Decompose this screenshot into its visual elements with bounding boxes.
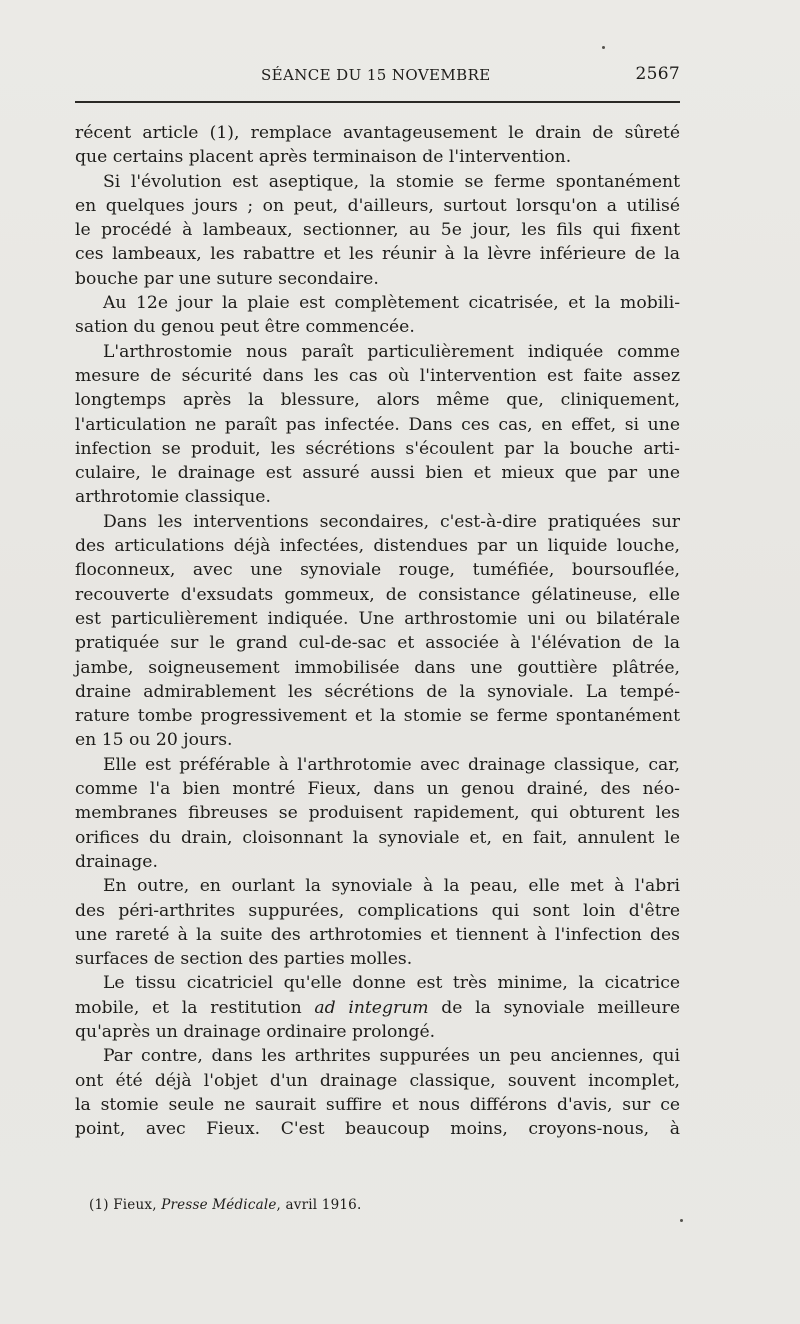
text-line: jambe, soigneusement immobilisée dans une gouttière plâtrée, — [75, 657, 680, 678]
page-header — [75, 62, 680, 88]
text-line: bouche par une suture secondaire. — [75, 268, 379, 289]
print-speck — [602, 46, 605, 49]
text-line: L'arthrostomie nous paraît particulièrement indiquée comme — [103, 341, 680, 362]
text-line: le procédé à lambeaux, sectionner, au 5e jour, les fils qui fixent — [75, 220, 680, 241]
text-line: infection se produit, les sécrétions s'écoulent par la bouche arti- — [75, 438, 680, 459]
print-speck — [680, 1219, 683, 1222]
text-line: en quelques jours ; on peut, d'ailleurs, surtout lorsqu'on a utilisé — [75, 195, 680, 216]
text-line: rature tombe progressivement et la stomie se ferme spontanément — [75, 706, 680, 727]
text-line: membranes fibreuses se produisent rapidement, qui obturent les — [75, 803, 680, 824]
text-line: sation du genou peut être commencée. — [75, 317, 415, 338]
running-head: SÉANCE DU 15 NOVEMBRE — [261, 66, 491, 84]
text-line: l'articulation ne paraît pas infectée. Dans ces cas, en effet, si une — [75, 414, 680, 435]
text-line: ont été déjà l'objet d'un drainage classique, souvent incomplet, — [75, 1070, 680, 1091]
text-line: drainage. — [75, 851, 158, 872]
text-line: En outre, en ourlant la synoviale à la peau, elle met à l'abri — [103, 876, 680, 897]
text-line: orifices du drain, cloisonnant la synoviale et, en fait, annulent le — [75, 827, 680, 848]
text-line: Au 12e jour la plaie est complètement cicatrisée, et la mobili- — [103, 293, 680, 314]
text-line: ces lambeaux, les rabattre et les réunir à la lèvre inférieure de la — [75, 244, 680, 265]
footnote-suffix: , avril 1916. — [276, 1197, 362, 1213]
text-line: récent article (1), remplace avantageusement le drain de sûreté — [75, 123, 680, 143]
header-rule — [75, 101, 680, 103]
text-line: Le tissu cicatriciel qu'elle donne est très minime, la cicatrice — [103, 973, 680, 994]
text-line: Dans les interventions secondaires, c'est-à-dire pratiquées sur — [103, 511, 680, 532]
footnote-prefix: (1) Fieux, — [89, 1197, 157, 1213]
text-line: longtemps après la blessure, alors même que, cliniquement, — [75, 390, 680, 411]
page-number: 2567 — [635, 64, 680, 84]
text-line: la stomie seule ne saurait suffire et nous différons d'avis, sur ce — [75, 1094, 680, 1115]
text-line: qu'après un drainage ordinaire prolongé. — [75, 1021, 436, 1042]
text-line: Elle est préférable à l'arthrotomie avec drainage classique, car, — [103, 754, 680, 775]
text-line: Par contre, dans les arthrites suppurées un peu anciennes, qui — [103, 1046, 680, 1067]
text-line: que certains placent après terminaison de l'intervention. — [75, 147, 572, 168]
text-line: recouverte d'exsudats gommeux, de consistance gélatineuse, elle — [75, 584, 680, 605]
text-line: arthrotomie classique. — [75, 487, 271, 508]
text-line: Si l'évolution est aseptique, la stomie se ferme spontanément — [103, 171, 680, 192]
text-line: en 15 ou 20 jours. — [75, 730, 233, 751]
footnote-journal: Presse Médicale — [161, 1197, 277, 1213]
text-line: point, avec Fieux. C'est beaucoup moins, croyons-nous, à — [75, 1119, 680, 1140]
text-segment: de la synoviale meilleure — [441, 997, 681, 1018]
text-line: culaire, le drainage est assuré aussi bien et mieux que par une — [75, 463, 680, 484]
text-line: pratiquée sur le grand cul-de-sac et associée à l'élévation de la — [75, 633, 680, 654]
italic-phrase: ad integrum — [314, 997, 429, 1018]
text-line: mesure de sécurité dans les cas où l'intervention est faite assez — [75, 365, 680, 386]
text-line: des articulations déjà infectées, distendues par un liquide louche, — [75, 536, 680, 557]
body-text — [75, 121, 680, 1141]
text-line: surfaces de section des parties molles. — [75, 949, 413, 970]
text-line: est particulièrement indiquée. Une arthrostomie uni ou bilatérale — [75, 608, 680, 629]
text-line-with-italic — [75, 996, 680, 1020]
text-line: floconneux, avec une synoviale rouge, tuméfiée, boursouflée, — [75, 560, 680, 581]
text-segment: mobile, et la restitution — [75, 997, 302, 1018]
text-line: draine admirablement les sécrétions de la synoviale. La tempé- — [75, 681, 680, 702]
text-line: comme l'a bien montré Fieux, dans un genou drainé, des néo- — [75, 779, 680, 800]
text-line: une rareté à la suite des arthrotomies et tiennent à l'infection des — [75, 924, 680, 945]
text-line: des péri-arthrites suppurées, complications qui sont loin d'être — [75, 900, 680, 921]
footnote — [89, 1197, 361, 1213]
